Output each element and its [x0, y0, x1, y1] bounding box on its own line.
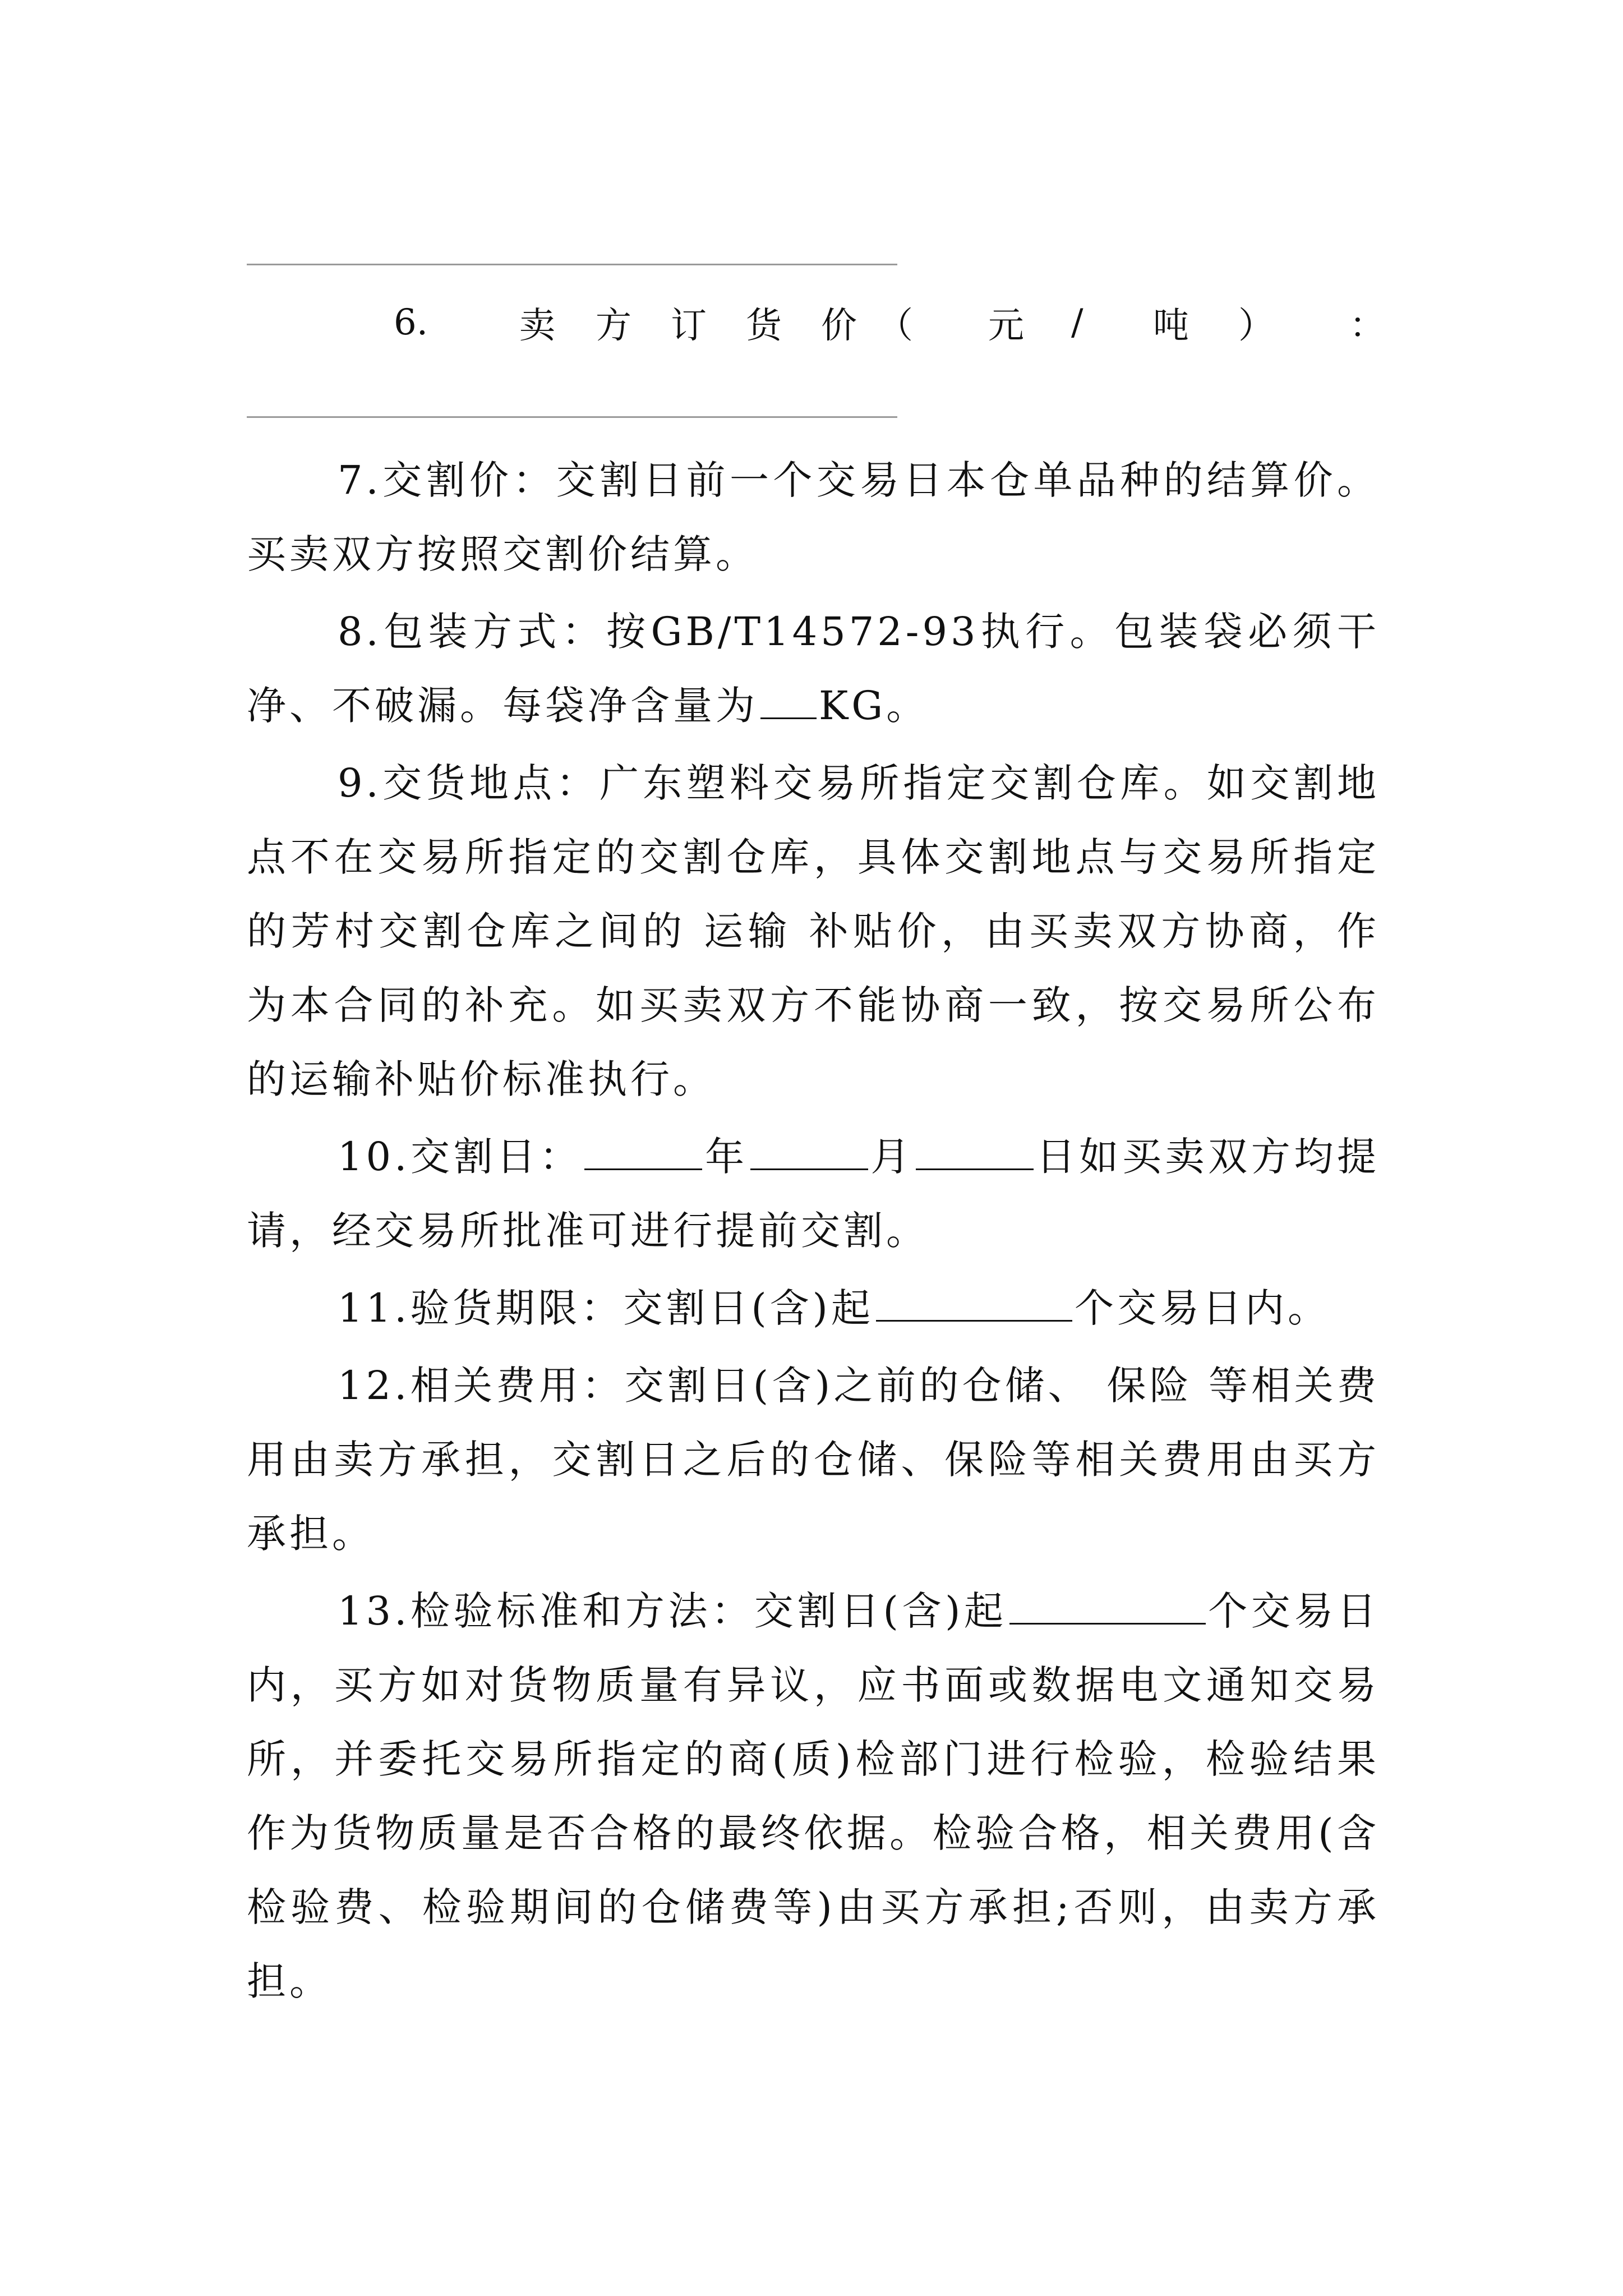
- item-10-month: 月: [870, 1134, 914, 1180]
- item-10-text: 日如买卖双方均提请，经交易所批准可进行提前交割。: [247, 1134, 1380, 1254]
- item-6-char: 元: [988, 305, 1024, 347]
- item-6-char: （: [877, 305, 913, 347]
- weight-blank[interactable]: [760, 678, 817, 719]
- item-8-text-a: 按GB/T14572-93执行。包装袋必须干净、不破漏。每袋净含量为: [247, 609, 1380, 729]
- fill-in-line-price: [247, 416, 897, 418]
- item-6-char: 吨: [1153, 305, 1189, 347]
- item-11-text-a: 交割日(含)起: [623, 1285, 874, 1331]
- item-8-text-b: KG。: [819, 683, 929, 729]
- item-9-delivery-location: [247, 746, 1380, 1116]
- item-10-label: 10.交割日：: [338, 1134, 583, 1180]
- item-9-text: 广东塑料交易所指定交割仓库。如交割地点不在交易所指定的交割仓库，具体交割地点与交易所指定的芳村交割仓库之间的 运输 补贴价，由买卖双方协商，作为本合同的补充。如买卖双方不能协商一致，按交易所公布的运输补贴价标准执行。: [247, 760, 1380, 1102]
- month-blank[interactable]: [750, 1129, 868, 1170]
- item-6-seller-order-price: [247, 297, 1391, 348]
- item-10-delivery-date: [247, 1120, 1380, 1268]
- item-6-char: /: [1071, 302, 1083, 343]
- item-9-label: 9.交货地点：: [338, 760, 600, 806]
- day-blank[interactable]: [916, 1129, 1034, 1170]
- item-7-label: 7.交割价：: [338, 457, 556, 503]
- item-11-inspection-period: [247, 1271, 1380, 1345]
- item-6-char: ）: [1238, 305, 1274, 347]
- item-6-char: 卖: [519, 305, 555, 347]
- item-12-label: 12.相关费用：: [338, 1363, 625, 1409]
- item-6-char: 订: [671, 305, 707, 347]
- item-13-text-b: 个交易日内，买方如对货物质量有异议，应书面或数据电文通知交易所，并委托交易所指定的商(质)检部门进行检验，检验结果作为货物质量是否合格的最终依据。检验合格，相关费用(含检验费、检验期间的仓储费等)由买方承担;否则，由卖方承担。: [247, 1588, 1380, 2004]
- item-10-year: 年: [704, 1134, 748, 1180]
- item-12-text: 交割日(含)之前的仓储、 保险 等相关费用由卖方承担，交割日之后的仓储、保险等相关费用由买方承担。: [247, 1363, 1380, 1557]
- item-13-inspection-standard: [247, 1574, 1380, 2018]
- item-7-text: 交割日前一个交易日本仓单品种的结算价。买卖双方按照交割价结算。: [247, 457, 1380, 577]
- item-8-packaging: [247, 595, 1380, 743]
- item-7-settlement-price: [247, 443, 1380, 591]
- item-13-text-a: 交割日(含)起: [754, 1588, 1007, 1634]
- item-8-label: 8.包装方式：: [338, 609, 607, 655]
- item-13-label: 13.检验标准和方法：: [338, 1588, 754, 1634]
- year-blank[interactable]: [584, 1129, 702, 1170]
- item-6-char: 货: [746, 305, 782, 347]
- inspection-standard-days-blank[interactable]: [1009, 1584, 1206, 1625]
- fill-in-line-top: [247, 264, 897, 265]
- item-11-text-b: 个交易日内。: [1074, 1285, 1330, 1331]
- item-6-char: ：: [1349, 305, 1385, 347]
- item-11-label: 11.验货期限：: [338, 1285, 624, 1331]
- inspection-days-blank[interactable]: [876, 1281, 1072, 1322]
- item-6-number: 6.: [394, 302, 428, 343]
- item-12-related-fees: [247, 1349, 1380, 1571]
- item-6-char: 方: [596, 305, 631, 347]
- item-6-char: 价: [821, 305, 857, 347]
- contract-body: [247, 443, 1380, 2018]
